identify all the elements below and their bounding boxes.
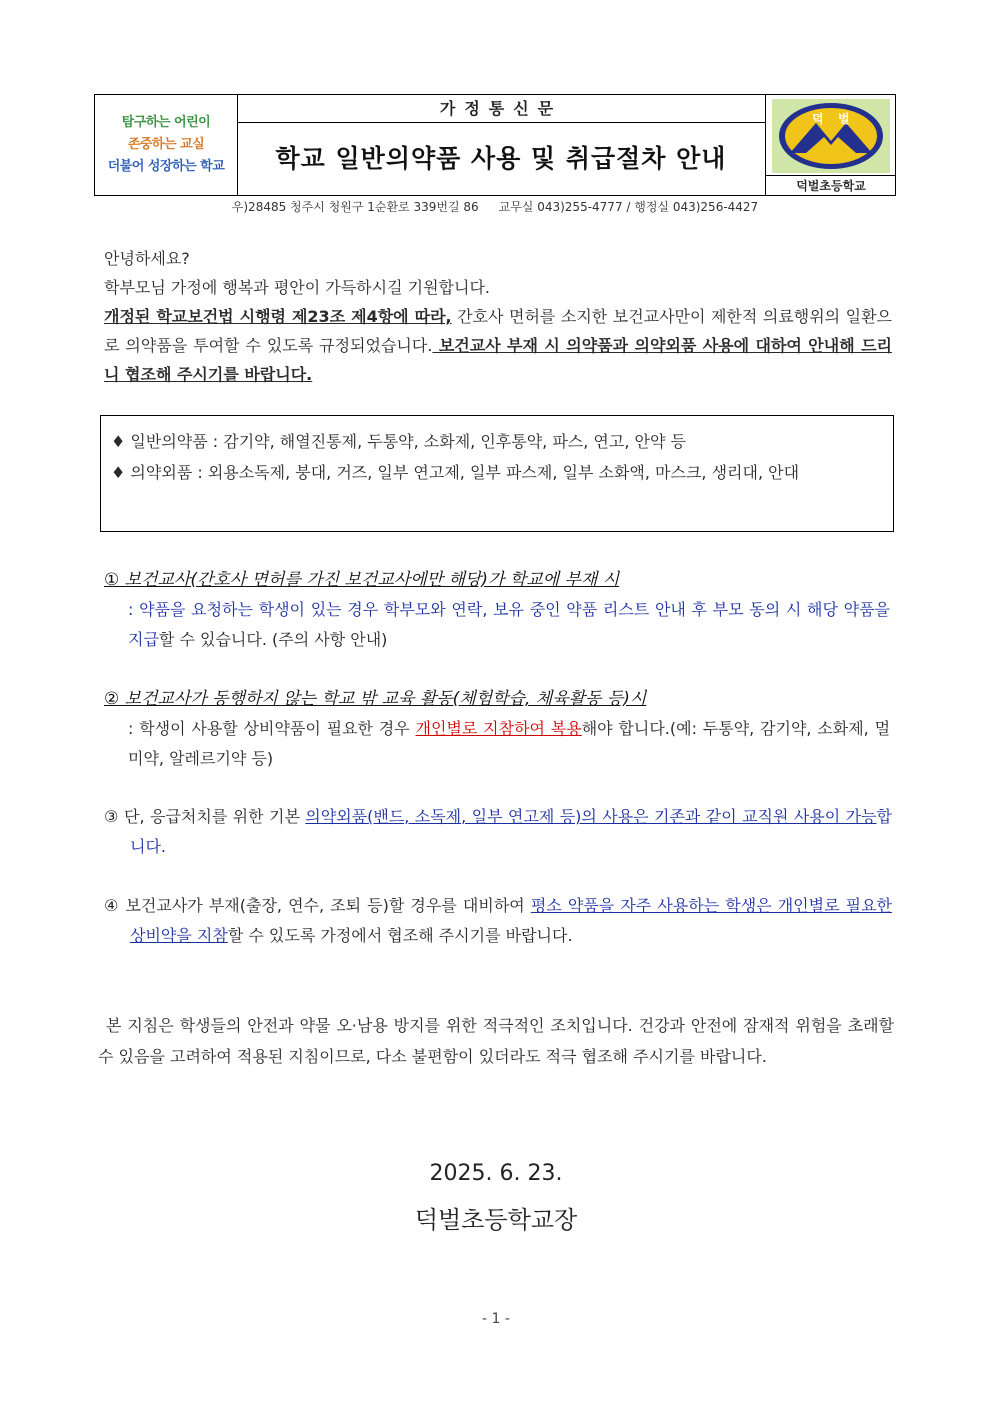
logo-cell <box>765 95 896 195</box>
document-header <box>94 94 896 196</box>
greeting: 안녕하세요? <box>104 249 190 268</box>
item-4-post: 할 수 있도록 가정에서 협조해 주시기를 바랍니다. <box>227 926 573 945</box>
school-emblem-icon <box>776 101 886 171</box>
item-1-highlight: : 약품을 요청하는 학생이 있는 경우 학부모와 연락, 보유 중인 약품 리스트 안내 후 부모 동의 시 해당 약품을 지급 <box>128 600 890 649</box>
item-4 <box>104 891 892 951</box>
intro-paragraph <box>104 302 892 389</box>
item-4-highlight: 평소 약품을 자주 사용하는 학생은 개인별로 필요한 상비약을 지참 <box>130 896 892 945</box>
item-3-post: 합니다. <box>130 807 892 856</box>
item-2-heading: ② 보건교사가 동행하지 않는 학교 밖 교육 활동(체험학습, 체육활동 등)시 <box>104 689 647 709</box>
item-2-highlight: 개인별로 지참하여 복용 <box>415 719 582 738</box>
wish: 학부모님 가정에 행복과 평안이 가득하시길 기원합니다. <box>104 278 491 297</box>
item-2-pre: : 학생이 사용할 상비약품이 필요한 경우 <box>128 719 416 738</box>
quasi-drug-definition: ♦ 의약외품 : 외용소독제, 붕대, 거즈, 일부 연고제, 일부 파스제, 일부 소화액, 마스크, 생리대, 안대 <box>111 463 800 482</box>
school-name: 덕벌초등학교 <box>766 175 896 196</box>
law-reference: 개정된 학교보건법 시행령 제23조 제4항에 따라, <box>104 307 452 326</box>
postal-address: 우)28485 청주시 청원구 1순환로 339번길 86 <box>231 200 479 214</box>
otc-definition: ♦ 일반의약품 : 감기약, 해열진통제, 두통약, 소화제, 인후통약, 파스, 연고, 안약 등 <box>111 432 686 451</box>
page-title: 학교 일반의약품 사용 및 취급절차 안내 <box>275 144 727 173</box>
closing-paragraph: 본 지침은 학생들의 안전과 약물 오·남용 방지를 위한 적극적인 조치입니다. 건강과 안전에 잠재적 위험을 초래할 수 있음을 고려하여 적용된 지침이므로, 다소 불편함이 있더라도 적극 협조해 주시기를 바랍니다. <box>98 1016 894 1066</box>
page-number: - 1 - <box>482 1311 510 1327</box>
item-4-pre: ④ 보건교사가 부재(출장, 연수, 조퇴 등)할 경우를 대비하여 <box>104 896 531 915</box>
slogan-line-2: 존중하는 교실 <box>127 137 205 152</box>
regulation-text: 간호사 면허를 소지한 보건교사만이 제한적 의료행위의 일환으로 의약품을 투여할 수 있도록 규정되었습니다. <box>104 307 892 355</box>
school-slogan <box>95 95 238 195</box>
item-3-pre: ③ 단, 응급처치를 위한 기본 <box>104 807 306 826</box>
principal-signature: 덕벌초등학교장 <box>414 1206 578 1234</box>
newsletter-label: 가정통신문 <box>237 95 765 123</box>
logo-char-2: 벌 <box>838 112 850 126</box>
issue-date: 2025. 6. 23. <box>429 1161 563 1186</box>
item-1-heading: ① 보건교사(간호사 면허를 가진 보건교사에만 해당)가 학교에 부재 시 <box>104 570 620 590</box>
item-1-rest: 할 수 있습니다. (주의 사항 안내) <box>158 630 388 649</box>
school-logo <box>772 99 890 173</box>
item-3 <box>104 802 892 862</box>
slogan-line-3: 더불어 성장하는 학교 <box>107 159 225 174</box>
item-2-post: 해야 합니다.(예: 두통약, 감기약, 소화제, 멀미약, 알레르기약 등) <box>128 719 891 768</box>
absence-notice: 보건교사 부재 시 의약품과 의약외품 사용에 대하여 안내해 드리니 협조해 주시기를 바랍니다. <box>104 336 892 384</box>
address-line <box>94 198 896 216</box>
definitions-box <box>100 415 894 532</box>
logo-char-1: 덕 <box>812 112 824 126</box>
item-3-highlight: 의약외품(밴드, 소독제, 일부 연고제 등)의 사용은 기존과 같이 교직원 사용이 가능 <box>305 807 877 826</box>
phone-numbers: 교무실 043)255-4777 / 행정실 043)256-4427 <box>498 200 759 214</box>
slogan-line-1: 탐구하는 어린이 <box>121 115 211 130</box>
item-1-body <box>128 595 890 655</box>
item-2-body <box>128 714 890 774</box>
